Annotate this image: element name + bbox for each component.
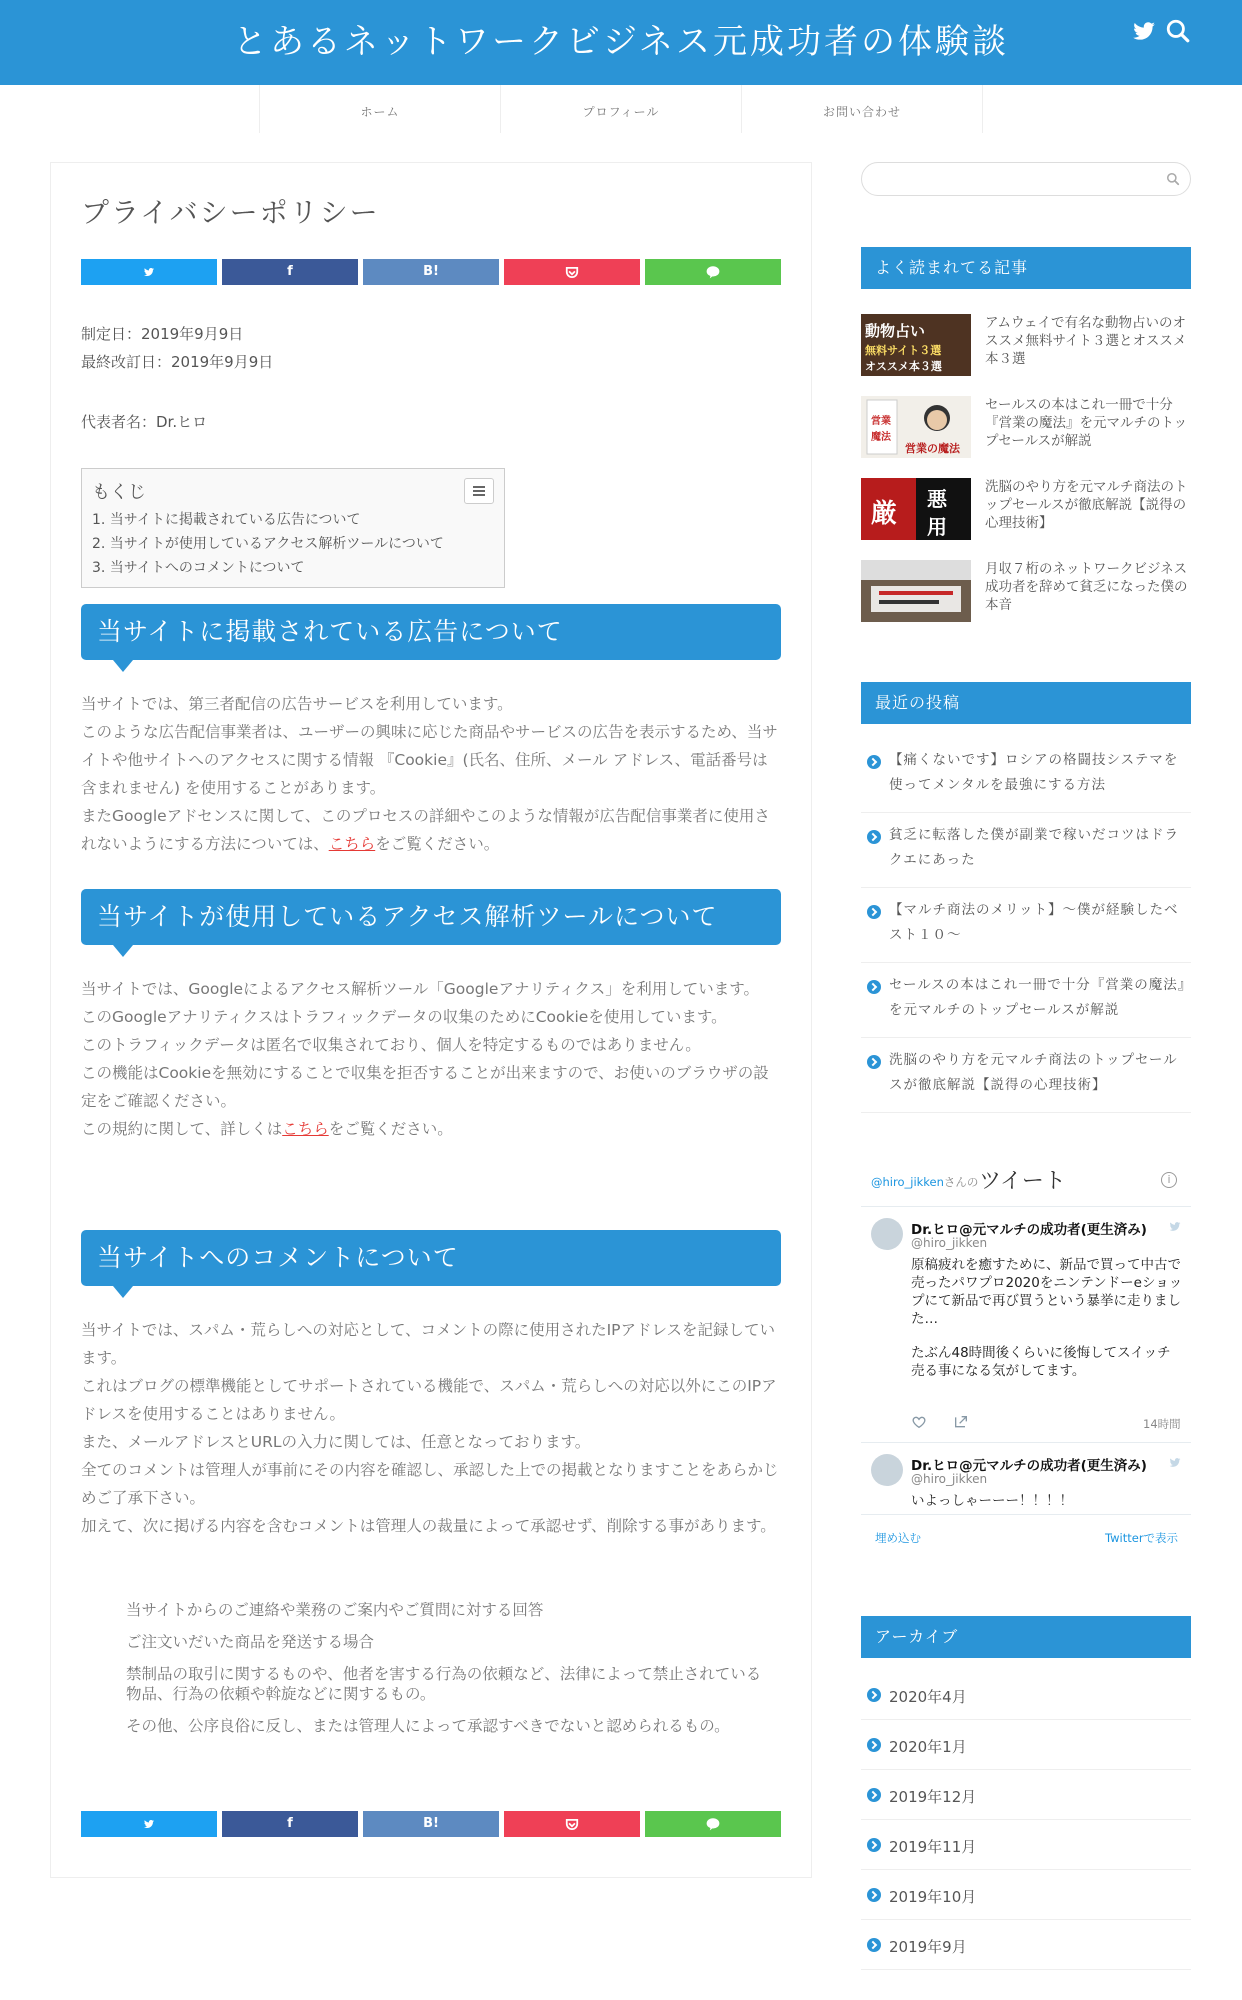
toc-item[interactable]: 1. 当サイトに掲載されている広告について [92, 512, 361, 528]
site-title[interactable]: とあるネットワークビジネス元成功者の体験談 [233, 22, 1009, 62]
chevron-right-icon [867, 980, 881, 994]
menu-icon [473, 486, 485, 488]
share-facebook-button[interactable] [222, 1811, 358, 1837]
popular-post-title[interactable]: 月収７桁のネットワークビジネス成功者を辞めて貧乏になった僕の本音 [985, 561, 1188, 613]
share-twitter-button[interactable] [81, 259, 217, 285]
search-icon[interactable] [1166, 172, 1180, 186]
list-item: 当サイトからのご連絡や業務のご案内やご質問に対する回答 [126, 1601, 544, 1619]
nav-item-profile[interactable]: プロフィール [500, 85, 741, 133]
twitter-icon [142, 1818, 156, 1830]
recent-post-title[interactable]: 【痛くないです】ロシアの格闘技システマを使ってメンタルを最強にする方法 [889, 752, 1179, 793]
archive-item-label[interactable]: 2019年10月 [889, 1888, 977, 1906]
timeline-title: ツイート [979, 1169, 1066, 1194]
tweet-text: たぶん48時間後くらいに後悔してスイッチ売る事になる気がしてます。 [911, 1345, 1171, 1379]
share-line-button[interactable] [645, 259, 781, 285]
twitter-bird-icon[interactable] [1167, 1220, 1183, 1233]
popular-post-title[interactable]: 洗脳のやり方を元マルチ商法のトップセールスが徹底解説【説得の心理技術】 [985, 479, 1188, 531]
archive-item-label[interactable]: 2020年4月 [889, 1688, 967, 1706]
archive-item[interactable] [861, 1720, 1191, 1770]
twitter-icon[interactable] [1131, 18, 1157, 44]
share-pocket-button[interactable] [504, 1811, 640, 1837]
twitter-bird-icon[interactable] [1167, 1456, 1183, 1469]
pocket-icon [565, 266, 579, 279]
share-icon[interactable] [953, 1414, 969, 1430]
svg-text:魔法: 魔法 [871, 432, 891, 443]
tweet-author-name[interactable]: Dr.ヒロ@元マルチの成功者(更生済み) [911, 1222, 1147, 1238]
share-hatena-button[interactable] [363, 1811, 499, 1837]
view-on-twitter-link[interactable]: Twitterで表示 [1105, 1531, 1179, 1545]
timeline-user-link[interactable]: @hiro_jikkenさんの [871, 1175, 979, 1189]
section-ads-body: 当サイトでは、第三者配信の広告サービスを利用しています。 このような広告配信事業者は、ユーザーの興味に応じた商品やサービスの広告を表示するため、当サイトや他サイトへのアクセスに関する情報 『Cookie』(氏名、住所、メール アドレス、電話番号は含まれません) を使用することがあります。 またGoogleアドセンスに関して、このプロセスの詳細やこのような情報が広告配信事業者に使用されないようにする方法については、こちらをご覧ください。 [81, 695, 778, 853]
svg-text:無料サイト３選: 無料サイト３選 [865, 344, 942, 357]
share-buttons-bottom [81, 1811, 781, 1837]
chevron-right-icon [867, 1055, 881, 1069]
twitter-icon [142, 266, 156, 278]
archive-item[interactable] [861, 1920, 1191, 1970]
share-hatena-button[interactable] [363, 259, 499, 285]
section-heading-ads: 当サイトに掲載されている広告について [81, 604, 781, 660]
chevron-right-icon [867, 1688, 881, 1702]
archive-item[interactable] [861, 1670, 1191, 1720]
recent-post[interactable] [861, 963, 1191, 1038]
hatena-icon: B! [423, 1816, 439, 1831]
svg-text:厳: 厳 [871, 499, 898, 529]
tweet-author-handle[interactable]: @hiro_jikken [911, 1472, 988, 1486]
popular-post-title[interactable]: アムウェイで有名な動物占いのオススメ無料サイト３選とオススメ本３選 [985, 315, 1187, 367]
revised-date: 最終改訂日：2019年9月9日 [81, 353, 274, 371]
line-icon [705, 265, 721, 279]
section-heading-analytics: 当サイトが使用しているアクセス解析ツールについて [81, 889, 781, 945]
tweet-author-name[interactable]: Dr.ヒロ@元マルチの成功者(更生済み) [911, 1458, 1147, 1474]
post-thumbnail [861, 560, 971, 622]
page-title: プライバシーポリシー [81, 196, 380, 229]
site-header [0, 0, 1242, 85]
list-item: ご注文いだいた商品を発送する場合 [126, 1633, 375, 1651]
info-icon[interactable]: i [1161, 1172, 1177, 1188]
post-thumbnail [861, 478, 971, 540]
search-icon[interactable] [1165, 18, 1191, 44]
list-item: その他、公序良俗に反し、または管理人によって承認すべきでないと認められるもの。 [126, 1717, 730, 1735]
archive-item[interactable] [861, 1870, 1191, 1920]
recent-post-title[interactable]: 貧乏に転落した僕が副業で稼いだコツはドラクエにあった [889, 827, 1179, 868]
svg-text:オススメ本３選: オススメ本３選 [865, 360, 942, 373]
share-line-button[interactable] [645, 1811, 781, 1837]
table-of-contents [81, 468, 505, 588]
adsense-policy-link[interactable]: こちら [328, 835, 376, 853]
divider [861, 1442, 1191, 1443]
section-comments-body: 当サイトでは、スパム・荒らしへの対応として、コメントの際に使用されたIPアドレスを記録しています。 これはブログの標準機能としてサポートされている機能で、スパム・荒らしへの対応以外にこのIPアドレスを使用することはありません。 また、メールアドレスとURLの入力に関しては、任意となっております。 全てのコメントは管理人が事前にその内容を確認し、承認した上での掲載となりますことをあらかじめご了承下さい。 加えて、次に掲げる内容を含むコメントは管理人の裁量によって承認せず、削除する事があります。 [81, 1321, 779, 1535]
chevron-right-icon [867, 1888, 881, 1902]
pocket-icon [565, 1818, 579, 1831]
tweet-author-handle[interactable]: @hiro_jikken [911, 1236, 988, 1250]
archive-item-label[interactable]: 2019年9月 [889, 1938, 967, 1956]
chevron-right-icon [867, 1788, 881, 1802]
archive-item[interactable] [861, 1770, 1191, 1820]
chevron-right-icon [867, 755, 881, 769]
chevron-right-icon [867, 1738, 881, 1752]
post-thumbnail [861, 314, 971, 376]
recent-post[interactable] [861, 888, 1191, 963]
archive-widget-title: アーカイブ [861, 1616, 1191, 1658]
article [50, 162, 812, 1878]
tweet-text: いよっしゃーーー！！！！ [911, 1493, 1073, 1509]
popular-widget-title: よく読まれてる記事 [861, 247, 1191, 289]
toc-title: もくじ [92, 482, 146, 503]
recent-post-title[interactable]: 【マルチ商法のメリット】～僕が経験したベスト１０～ [889, 902, 1179, 943]
sidebar-search-input[interactable] [861, 162, 1191, 196]
popular-post[interactable] [861, 314, 1191, 376]
chevron-right-icon [867, 905, 881, 919]
avatar[interactable] [871, 1454, 903, 1486]
popular-post[interactable] [861, 478, 1191, 540]
divider [861, 1514, 1191, 1515]
svg-text:動物占い: 動物占い [865, 322, 926, 340]
recent-post[interactable] [861, 738, 1191, 813]
popular-post[interactable] [861, 560, 1191, 622]
tweet-time[interactable]: 14時間 [1143, 1417, 1181, 1431]
chevron-right-icon [867, 1838, 881, 1852]
svg-text:悪: 悪 [927, 487, 947, 511]
archive-item-label[interactable]: 2019年12月 [889, 1788, 977, 1806]
toc-toggle-button[interactable] [464, 478, 494, 504]
chevron-right-icon [867, 1938, 881, 1952]
avatar[interactable] [871, 1218, 903, 1250]
recent-post[interactable] [861, 1038, 1191, 1113]
archive-item-label[interactable]: 2020年1月 [889, 1738, 967, 1756]
chevron-right-icon [867, 830, 881, 844]
popular-post-title[interactable]: セールスの本はこれ一冊で十分『営業の魔法』を元マルチのトップセールスが解説 [985, 397, 1188, 449]
facebook-icon: f [287, 264, 293, 279]
facebook-icon: f [287, 1816, 293, 1831]
popular-post[interactable] [861, 396, 1191, 458]
svg-text:営業の魔法: 営業の魔法 [905, 442, 960, 455]
list-item: 禁制品の取引に関するものや、他者を害する行為の依頼など、法律によって禁止されている物品、行為の依頼や斡旋などに関するもの。 [126, 1665, 762, 1703]
nav-item-contact[interactable]: お問い合わせ [741, 85, 983, 133]
recent-post-title[interactable]: セールスの本はこれ一冊で十分『営業の魔法』を元マルチのトップセールスが解説 [889, 977, 1186, 1018]
like-icon[interactable] [911, 1414, 927, 1430]
recent-widget-title: 最近の投稿 [861, 682, 1191, 724]
share-twitter-button[interactable] [81, 1811, 217, 1837]
hatena-icon: B! [423, 264, 439, 279]
nav-item-home[interactable]: ホーム [259, 85, 500, 133]
global-nav [0, 85, 1242, 133]
section-analytics-body: 当サイトでは、Googleによるアクセス解析ツール「Googleアナリティクス」を利用しています。 このGoogleアナリティクスはトラフィックデータの収集のためにCookieを使用しています。 このトラフィックデータは匿名で収集されており、個人を特定するものではありません。 この機能はCookieを無効にすることで収集を拒否することが出来ますので、お使いのブラウザの設定をご確認ください。 この規約に関して、詳しくはこちらをご覧ください。 [81, 980, 769, 1138]
analytics-policy-link[interactable]: こちら [282, 1120, 329, 1138]
established-date: 制定日：2019年9月9日 [81, 325, 244, 343]
twitter-timeline [861, 1152, 1191, 1554]
recent-post-title[interactable]: 洗脳のやり方を元マルチ商法のトップセールスが徹底解説【説得の心理技術】 [889, 1052, 1178, 1093]
share-buttons-top [81, 259, 781, 285]
line-icon [705, 1817, 721, 1831]
section-heading-comments: 当サイトへのコメントについて [81, 1230, 781, 1286]
share-pocket-button[interactable] [504, 259, 640, 285]
share-facebook-button[interactable] [222, 259, 358, 285]
svg-text:営業: 営業 [871, 416, 891, 427]
recent-post[interactable] [861, 813, 1191, 888]
toc-item[interactable]: 3. 当サイトへのコメントについて [92, 560, 305, 576]
toc-item[interactable]: 2. 当サイトが使用しているアクセス解析ツールについて [92, 536, 444, 552]
tweet-text: 原稿疲れを癒すために、新品で買って中古で売ったパワプロ2020をニンテンドーeショップにて新品で再び買うという暴挙に走りました… [911, 1257, 1183, 1327]
embed-link[interactable]: 埋め込む [875, 1531, 921, 1545]
representative: 代表者名：Dr.ヒロ [81, 413, 208, 431]
archive-item[interactable] [861, 1820, 1191, 1870]
divider [861, 1206, 1191, 1207]
svg-text:用: 用 [927, 515, 947, 539]
post-thumbnail [861, 396, 971, 458]
archive-item-label[interactable]: 2019年11月 [889, 1838, 977, 1856]
